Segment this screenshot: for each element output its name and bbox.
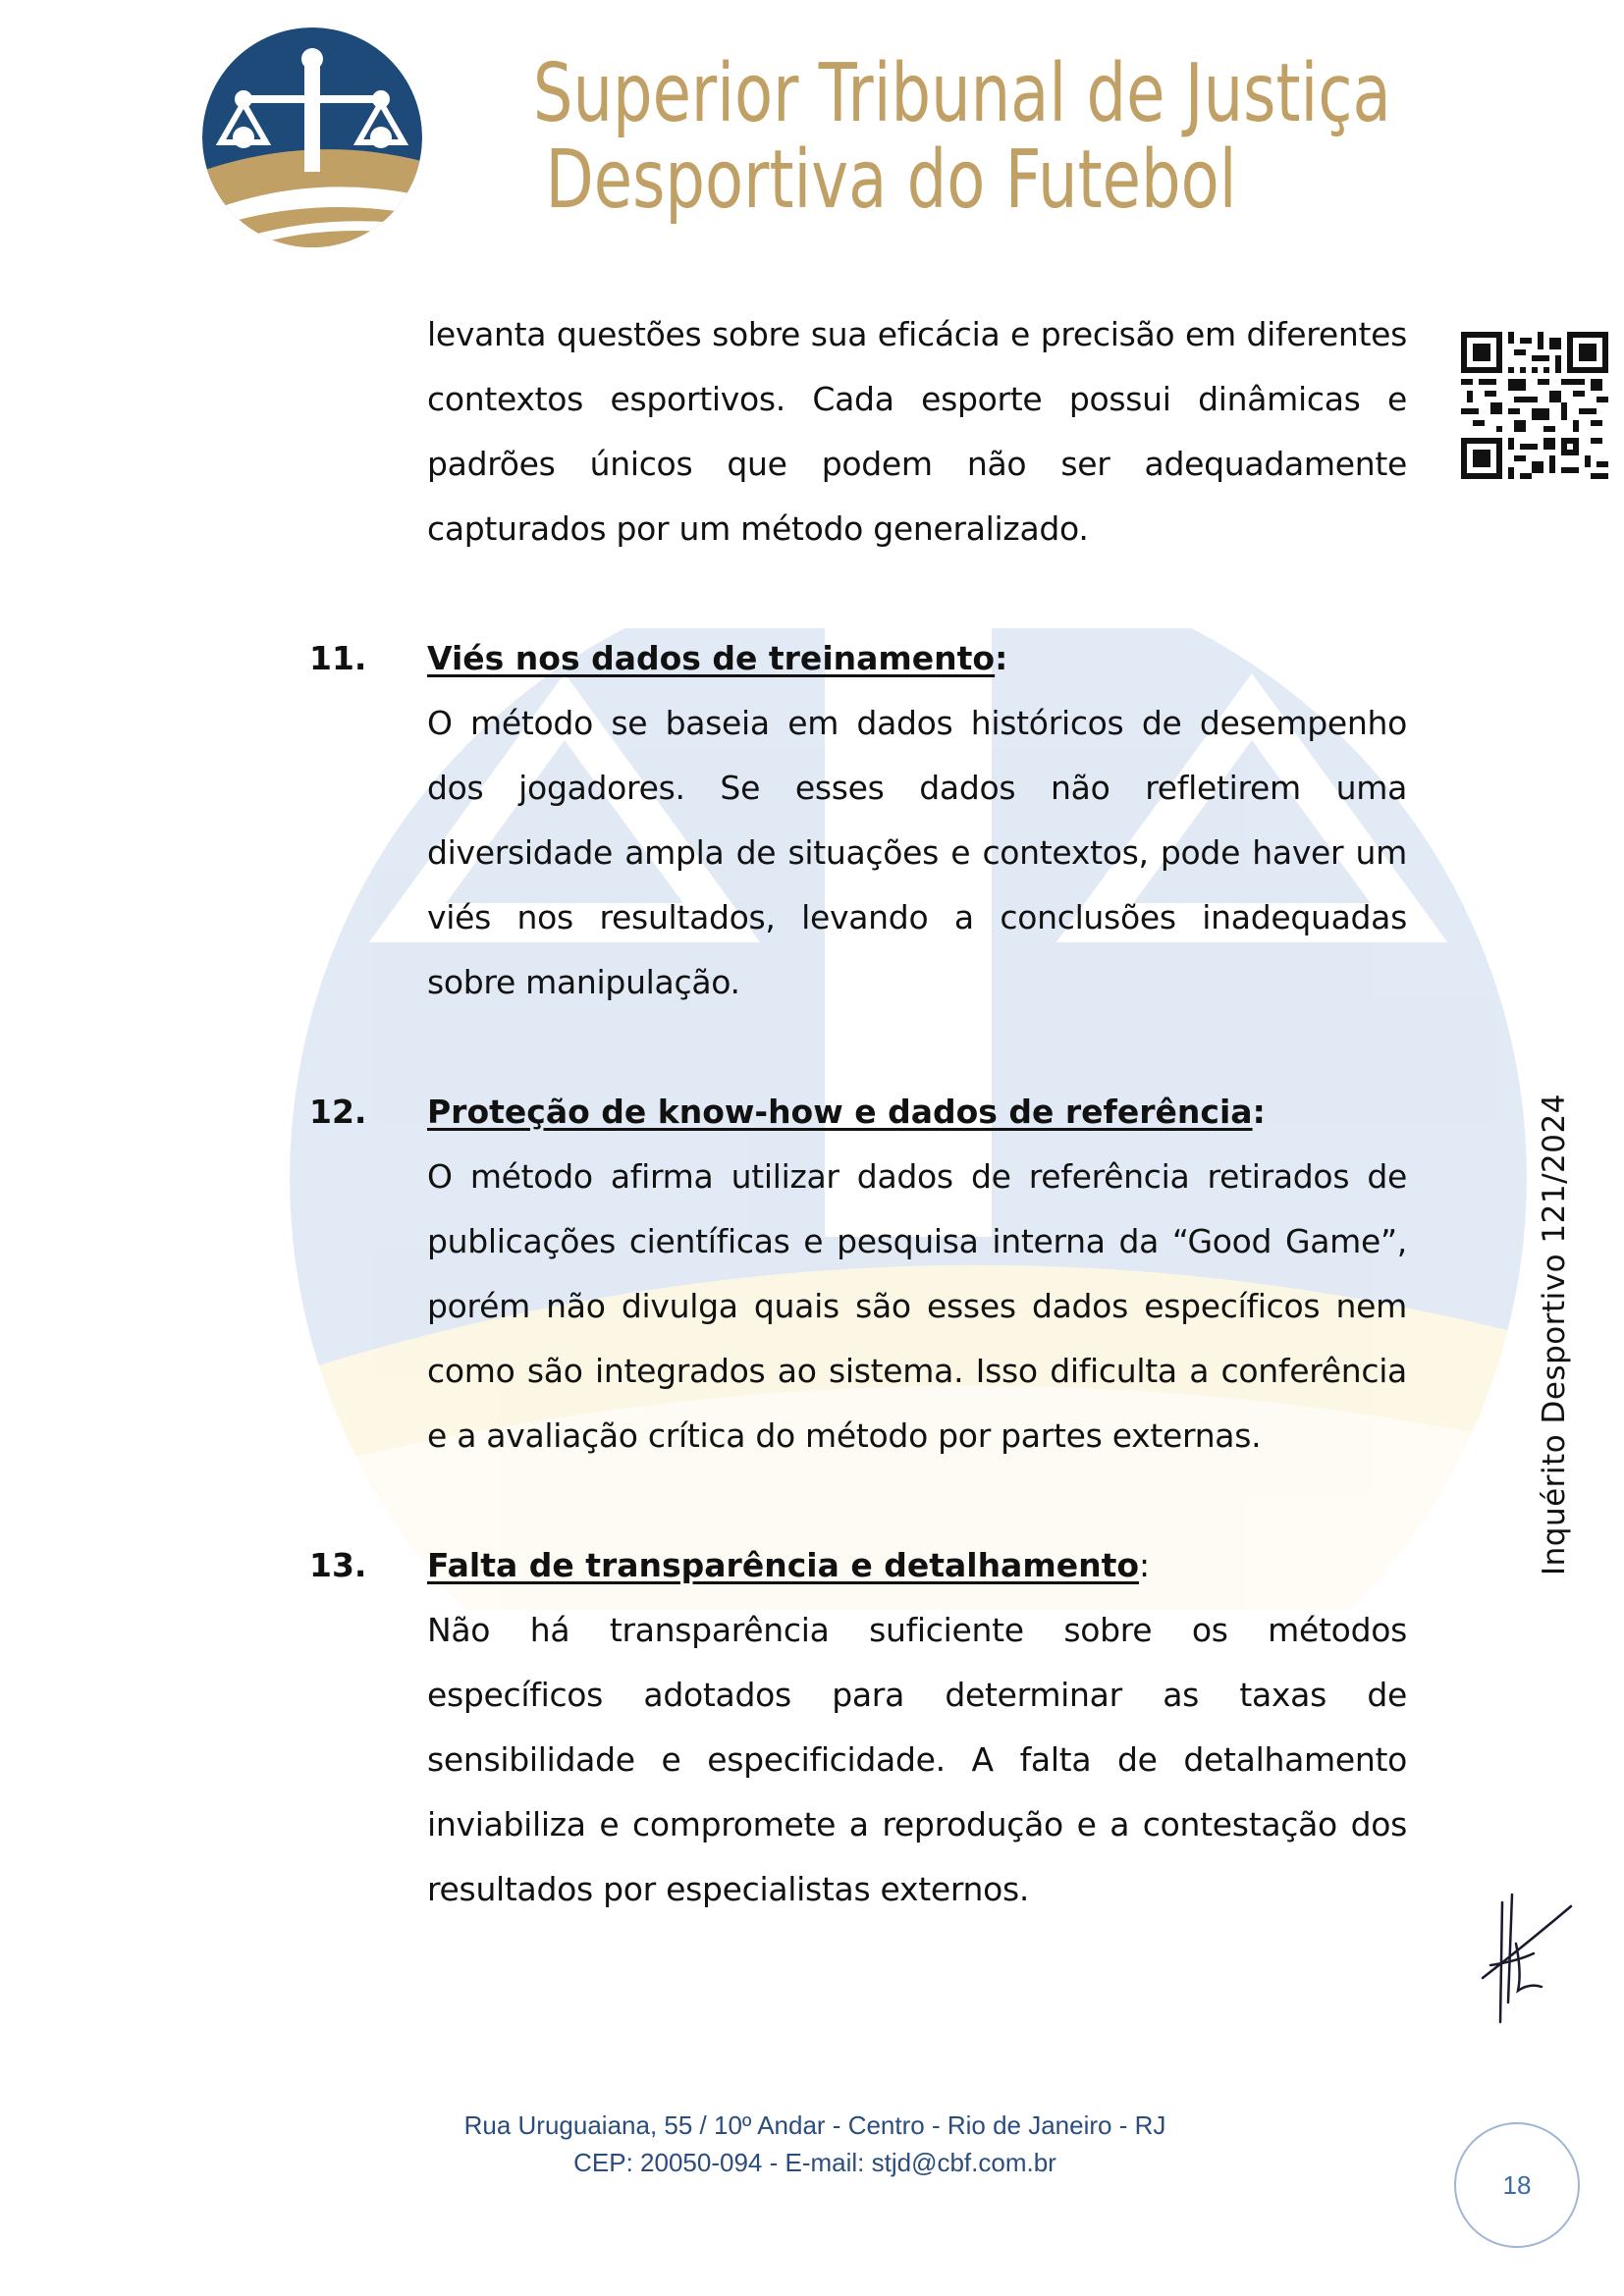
scales-of-justice-logo-icon xyxy=(199,25,425,250)
item-body: Não há transparência suficiente sobre os métodos específicos adotados para determinar as taxas de sensibilidade e especificidade. A falta de detalhamento inviabiliza e compromete a reprodução e a contestação dos resultados por especialistas externos. xyxy=(427,1611,1407,1908)
item-heading-text: Proteção de know-how e dados de referência xyxy=(427,1093,1253,1131)
item-heading xyxy=(427,626,1407,691)
page-number-badge xyxy=(1454,2122,1580,2248)
list-item xyxy=(309,1533,1407,1922)
list-item xyxy=(309,626,1407,1015)
signature-icon xyxy=(1473,1885,1581,2032)
item-body: O método se baseia em dados históricos de desempenho dos jogadores. Se esses dados não refletirem uma diversidade ampla de situações e contextos, pode haver um viés nos resultados, levando a conclusões inadequadas sobre manipulação. xyxy=(427,704,1407,1001)
item-heading-colon: : xyxy=(1139,1546,1151,1584)
document-body xyxy=(309,302,1407,1922)
item-body: O método afirma utilizar dados de referência retirados de publicações científicas e pesquisa interna da “Good Game”, porém não divulga quais são esses dados específicos nem como são integrados ao sistema. Isso dificulta a conferência e a avaliação crítica do método por partes externas. xyxy=(427,1157,1407,1455)
page-title-line1: Superior Tribunal de Justiça xyxy=(532,47,1391,140)
item-heading xyxy=(427,1080,1407,1145)
list-item xyxy=(309,1080,1407,1468)
qr-code-icon xyxy=(1461,332,1608,479)
side-case-label: Inquérito Desportivo 121/2024 xyxy=(1537,1094,1572,1575)
footer-address: Rua Uruguaiana, 55 / 10º Andar - Centro - Rio de Janeiro - RJ xyxy=(463,2110,1166,2140)
item-number: 13. xyxy=(309,1546,367,1584)
page-title-line2: Desportiva do Futebol xyxy=(545,133,1237,227)
item-heading-text: Viés nos dados de treinamento xyxy=(427,639,996,677)
item-number: 11. xyxy=(309,639,367,677)
page-number: 18 xyxy=(1502,2169,1532,2200)
item-heading-colon: : xyxy=(995,639,1008,677)
item-number: 12. xyxy=(309,1093,367,1131)
footer-contact: CEP: 20050-094 - E-mail: stjd@cbf.com.br xyxy=(573,2148,1056,2177)
intro-paragraph: levanta questões sobre sua eficácia e precisão em diferentes contextos esportivos. Cada esporte possui dinâmicas e padrões únicos que podem não ser adequadamente capturados por um método generalizado. xyxy=(427,315,1407,548)
item-heading-text: Falta de transparência e detalhamento xyxy=(427,1546,1140,1584)
item-heading-colon: : xyxy=(1252,1093,1266,1131)
item-heading xyxy=(427,1533,1407,1598)
